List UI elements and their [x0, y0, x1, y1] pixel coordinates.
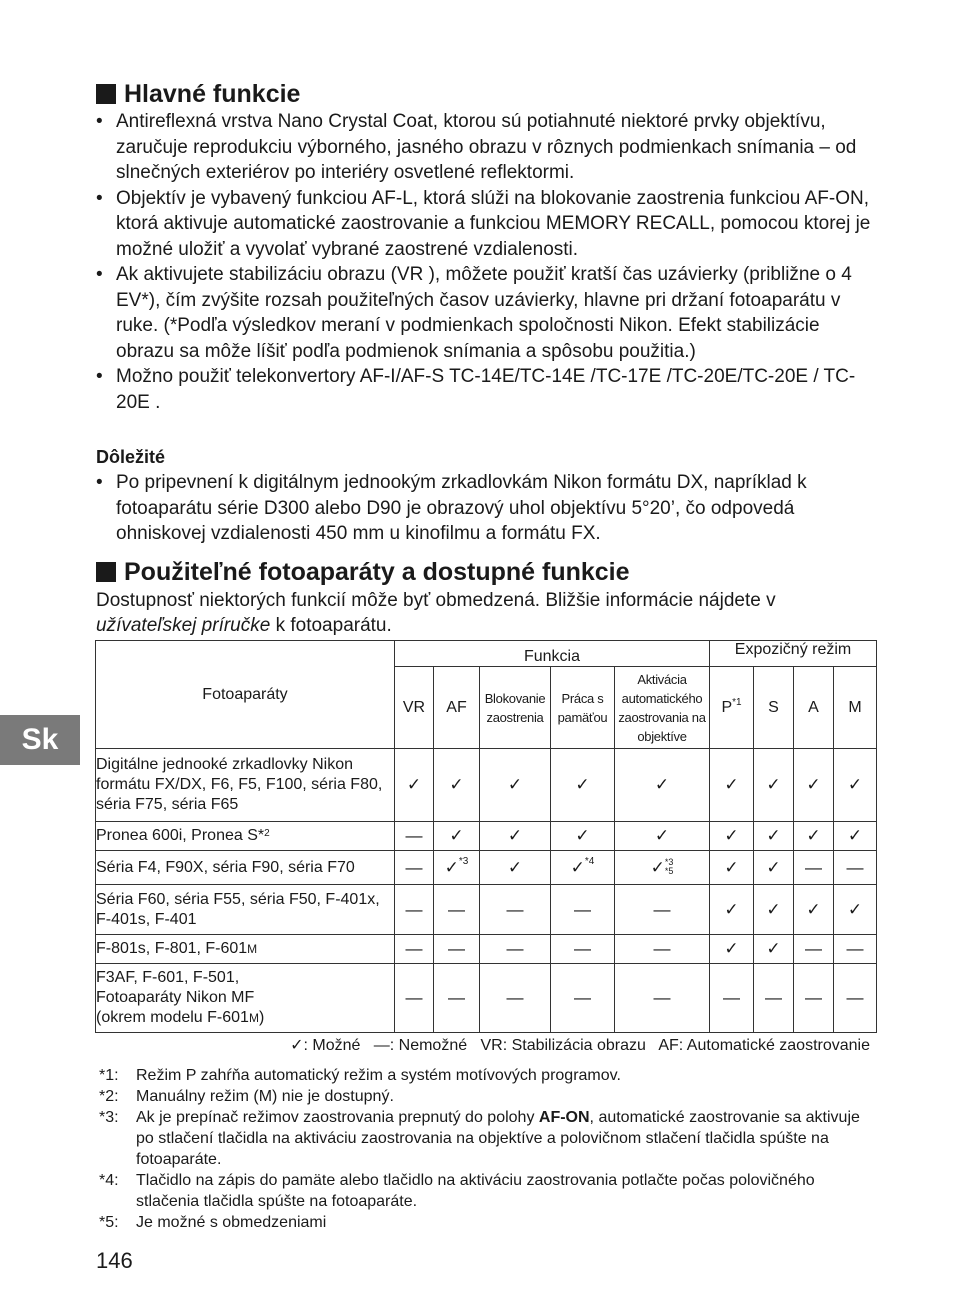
intro-text: Dostupnosť niektorých funkcií môže byť obmedzená. Bližšie informácie nájdete v — [96, 590, 776, 611]
footnote — [99, 1107, 874, 1170]
mark-cell: ✓ — [794, 885, 834, 935]
section-title: Hlavné funkcie — [124, 80, 301, 108]
footnotes — [99, 1065, 874, 1233]
table-row — [96, 935, 877, 964]
mark-cell: ✓ — [710, 851, 754, 885]
legend-vr: VR: Stabilizácia obrazu — [480, 1037, 646, 1054]
table-legend — [290, 1036, 870, 1056]
camera-cell: Séria F4, F90X, séria F90, séria F70 — [96, 851, 395, 885]
header-m: M — [834, 667, 877, 749]
mark-cell: ✓ — [754, 822, 794, 851]
list-item: • Objektív je vybavený funkciou AF-L, ktorá slúži na blokovanie zaostrenia funkciou AF-ON, ktorá aktivuje automatické zaostrovanie a funkciou MEMORY RECALL, pomocou ktorej je možné uložiť a vyvolať vybrané zaostrené vzdialenosti. — [96, 186, 878, 263]
header-function-group: Funkcia — [395, 641, 710, 667]
footnote-text: Manuálny režim (M) nie je dostupný. — [136, 1088, 394, 1105]
mark-cell — [434, 851, 480, 885]
square-bullet-icon — [96, 562, 116, 582]
camera-name: Pronea 600i, Pronea S* — [96, 827, 265, 844]
camera-name: Fotoaparáty Nikon MF — [96, 989, 255, 1006]
main-features-list — [96, 109, 878, 415]
mark-cell: ✓ — [794, 749, 834, 822]
camera-cell — [96, 964, 395, 1033]
camera-name: F3AF, F-601, F-501, — [96, 969, 240, 986]
mark-cell: ✓ — [834, 885, 877, 935]
footnote — [99, 1170, 874, 1212]
header-vr: VR — [395, 667, 434, 749]
mark-cell: ✓ — [710, 935, 754, 964]
compatibility-table — [95, 640, 877, 1033]
footnote-ref: 2 — [264, 828, 270, 839]
camera-name: F-801s, F-801, F-601 — [96, 940, 248, 957]
footnote-text-part: Ak je prepínač režimov zaostrovania prepnutý do polohy — [136, 1109, 539, 1126]
mark-cell: — — [480, 885, 551, 935]
check-icon: ✓ — [290, 1037, 304, 1054]
header-exposure-group: Expozičný režim — [710, 641, 877, 667]
table-row — [96, 964, 877, 1033]
table-row — [96, 749, 877, 822]
footnote-ref: *5 — [664, 865, 674, 876]
footnote — [99, 1065, 874, 1086]
mark-cell: ✓ — [710, 885, 754, 935]
header-p — [710, 667, 754, 749]
list-item: • Možno použiť telekonvertory AF-I/AF-S TC-14E/TC-14E /TC-17E /TC-20E/TC-20E / TC-20E . — [96, 364, 878, 415]
section-heading-main-features — [96, 80, 300, 108]
mark-cell: ✓ — [754, 885, 794, 935]
mark-cell: — — [480, 935, 551, 964]
mark-cell: ✓ — [754, 935, 794, 964]
camera-cell — [96, 935, 395, 964]
footnote-key: *4: — [99, 1172, 119, 1189]
mark-cell: ✓ — [395, 749, 434, 822]
legend-not-possible: : Nemožné — [389, 1037, 468, 1054]
mark-cell: — — [551, 885, 615, 935]
header-af-activation: Aktivácia automatického zaostrovania na objektíve — [615, 667, 710, 749]
mark-cell: ✓ — [834, 749, 877, 822]
mark-cell: ✓ — [434, 749, 480, 822]
footnote-text-part: , automatické zaostrovanie sa aktivuje po stlačení tlačidla na aktiváciu zaostrovania na objektíve a polovičnom stlačení tlačidla spúšte na fotoaparáte. — [136, 1109, 860, 1168]
dash-icon: — — [373, 1037, 390, 1054]
mark-cell: — — [395, 935, 434, 964]
camera-name-close: ) — [258, 1009, 265, 1026]
square-bullet-icon — [96, 84, 116, 104]
mark-cell: ✓ — [710, 749, 754, 822]
footnote-text — [136, 1107, 874, 1170]
footnote — [99, 1086, 874, 1107]
header-focus-lock: Blokovanie zaostrenia — [480, 667, 551, 749]
footnote-key: *1: — [99, 1067, 119, 1084]
mark-cell: — — [615, 885, 710, 935]
footnote-ref: *1 — [732, 696, 742, 708]
mark-cell: — — [434, 885, 480, 935]
mark-cell: ✓ — [834, 822, 877, 851]
footnote-key: *5: — [99, 1214, 119, 1231]
mark-cell: ✓ — [794, 822, 834, 851]
footnote-ref: *3 — [664, 856, 674, 867]
check-mark: ✓ — [570, 857, 585, 877]
model-suffix: M — [247, 942, 258, 956]
mark-cell: ✓ — [754, 749, 794, 822]
mark-cell: — — [551, 935, 615, 964]
intro-text-end: k fotoaparátu. — [270, 615, 392, 636]
mark-cell: — — [710, 964, 754, 1033]
mark-cell: — — [434, 964, 480, 1033]
mark-cell: — — [794, 964, 834, 1033]
table-row — [96, 822, 877, 851]
mark-cell: ✓ — [480, 851, 551, 885]
footnote-text: Je možné s obmedzeniami — [136, 1214, 327, 1231]
mark-cell — [551, 851, 615, 885]
model-suffix: M — [248, 1011, 259, 1025]
mark-cell: — — [395, 822, 434, 851]
footnote-key: *3: — [99, 1109, 119, 1126]
language-tab: Sk — [0, 715, 80, 765]
footnote-ref: *4 — [584, 855, 595, 867]
mark-cell: — — [395, 851, 434, 885]
mark-cell: — — [551, 964, 615, 1033]
mark-cell: — — [834, 964, 877, 1033]
mark-cell: ✓ — [551, 749, 615, 822]
mark-cell: — — [794, 851, 834, 885]
camera-cell: Digitálne jednooké zrkadlovky Nikon formátu FX/DX, F6, F5, F100, séria F80, séria F75, séria F65 — [96, 749, 395, 822]
section-heading-compatible-cameras — [96, 558, 630, 586]
section-title: Použiteľné fotoaparáty a dostupné funkcie — [124, 558, 630, 586]
af-on-label: AF-ON — [538, 1109, 590, 1126]
mark-cell: — — [395, 885, 434, 935]
header-p-label: P — [721, 698, 733, 716]
camera-cell: Séria F60, séria F55, séria F50, F-401x, F-401s, F-401 — [96, 885, 395, 935]
footnote-text: Tlačidlo na zápis do pamäte alebo tlačidlo na aktiváciu zaostrovania potlačte počas polovičného stlačenia tlačidla spúšte na fotoaparáte. — [136, 1172, 815, 1210]
check-mark: ✓ — [444, 857, 459, 877]
footnote-text: Režim P zahŕňa automatický režim a systém motívových programov. — [136, 1067, 621, 1084]
footnote-key: *2: — [99, 1088, 119, 1105]
mark-cell: — — [434, 935, 480, 964]
footnote-ref: *3 — [458, 855, 469, 867]
table-row — [96, 885, 877, 935]
section-intro — [96, 588, 878, 638]
mark-cell: ✓ — [434, 822, 480, 851]
footnote-ref-stack — [665, 858, 674, 876]
list-item: • Antireflexná vrstva Nano Crystal Coat, ktorou sú potiahnuté niektoré prvky objektívu, zaručuje reprodukciu výborného, jasného obrazu v rôznych podmienkach snímania – od slnečných exteriérov po interiéry osvetlené reflektormi. — [96, 109, 878, 186]
important-list — [96, 470, 878, 547]
important-heading: Dôležité — [96, 447, 166, 467]
mark-cell: — — [794, 935, 834, 964]
mark-cell: — — [480, 964, 551, 1033]
page-number: 146 — [96, 1248, 133, 1273]
header-a: A — [794, 667, 834, 749]
mark-cell: ✓ — [754, 851, 794, 885]
camera-name: (okrem modelu F-601 — [96, 1009, 249, 1026]
table-row — [96, 851, 877, 885]
mark-cell: — — [615, 964, 710, 1033]
mark-cell: — — [615, 935, 710, 964]
footnote — [99, 1212, 874, 1233]
mark-cell: ✓ — [615, 749, 710, 822]
header-cameras: Fotoaparáty — [96, 641, 395, 749]
camera-cell — [96, 822, 395, 851]
mark-cell: ✓ — [551, 822, 615, 851]
header-s: S — [754, 667, 794, 749]
mark-cell: ✓ — [710, 822, 754, 851]
list-item: • Po pripevnení k digitálnym jednookým zrkadlovkám Nikon formátu DX, napríklad k fotoaparátu série D300 alebo D90 je obrazový uhol objektívu 5°20’, čo odpovedá ohniskovej vzdialenosti 450 mm u kinofilmu a formátu FX. — [96, 470, 878, 547]
manual-reference: užívateľskej príručke — [96, 615, 271, 636]
mark-cell: — — [754, 964, 794, 1033]
mark-cell — [615, 851, 710, 885]
check-mark: ✓ — [650, 857, 665, 877]
mark-cell: — — [834, 935, 877, 964]
list-item: • Ak aktivujete stabilizáciu obrazu (VR ), môžete použiť kratší čas uzávierky (približne o 4 EV*), čím zvýšite rozsah použiteľných časov uzávierky, hlavne pri držaní fotoaparátu v ruke. (*Podľa výsledkov meraní v podmienkach spoločnosti Nikon. Efekt stabilizácie obrazu sa môže líšiť podľa podmienok snímania a spôsobu použitia.) — [96, 262, 878, 364]
mark-cell: ✓ — [615, 822, 710, 851]
header-memory: Práca s pamäťou — [551, 667, 615, 749]
mark-cell: — — [834, 851, 877, 885]
legend-possible: : Možné — [303, 1037, 361, 1054]
mark-cell: ✓ — [480, 822, 551, 851]
header-af: AF — [434, 667, 480, 749]
mark-cell: — — [395, 964, 434, 1033]
legend-af: AF: Automatické zaostrovanie — [658, 1037, 870, 1054]
mark-cell: ✓ — [480, 749, 551, 822]
